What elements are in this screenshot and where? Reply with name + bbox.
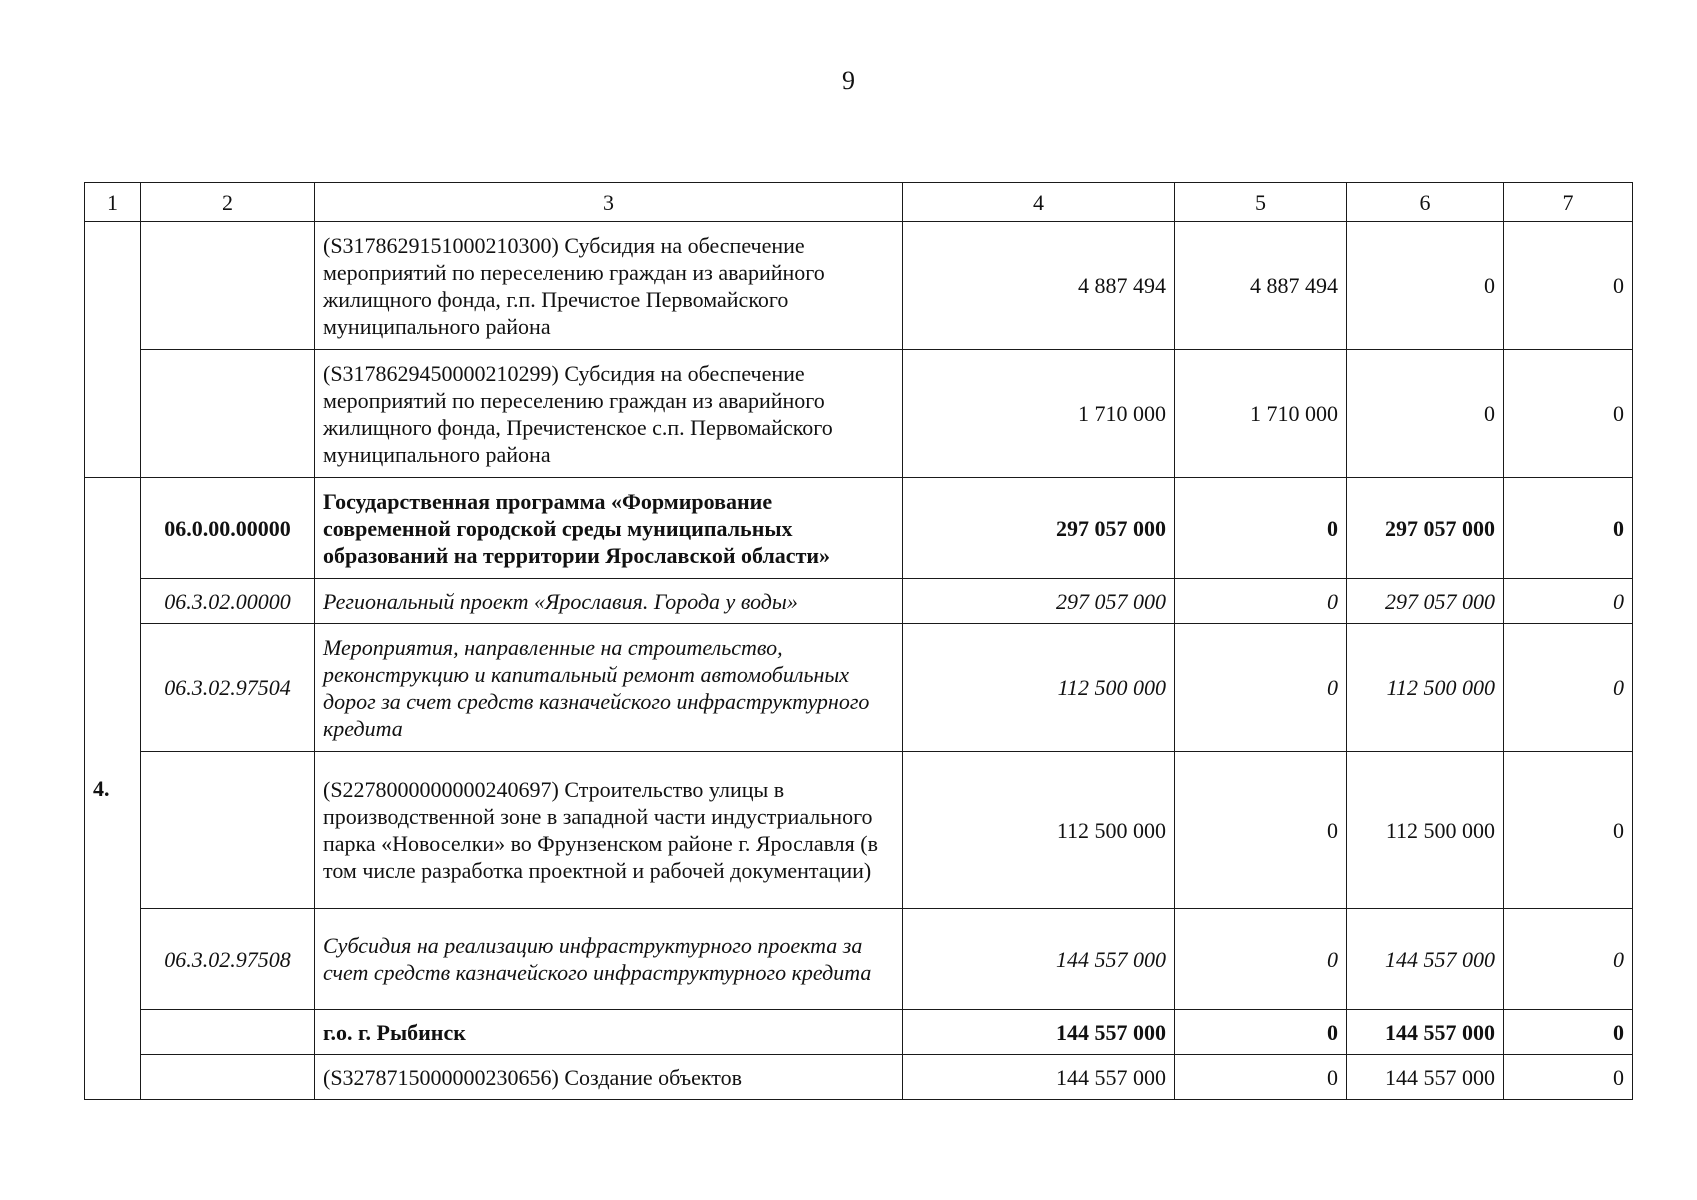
index-cell: 4. xyxy=(85,478,141,1100)
table-row xyxy=(85,1055,1633,1100)
value-cell: 0 xyxy=(1504,1055,1633,1100)
value-cell: 1 710 000 xyxy=(1175,350,1347,478)
value-cell: 0 xyxy=(1175,1010,1347,1055)
value-cell: 0 xyxy=(1175,752,1347,909)
table-row xyxy=(85,222,1633,350)
value-cell: 144 557 000 xyxy=(903,1010,1175,1055)
description-cell: Государственная программа «Формирование современной городской среды муниципальных образований на территории Ярославской области» xyxy=(315,478,903,579)
description-cell: (S3178629450000210299) Субсидия на обеспечение мероприятий по переселению граждан из аварийного жилищного фонда, Пречистенское с.п. Первомайского муниципального района xyxy=(315,350,903,478)
value-cell: 0 xyxy=(1347,350,1504,478)
value-cell: 0 xyxy=(1504,624,1633,752)
value-cell: 0 xyxy=(1504,579,1633,624)
code-cell xyxy=(141,752,315,909)
value-cell: 0 xyxy=(1504,222,1633,350)
table-header-row xyxy=(85,183,1633,222)
value-cell: 4 887 494 xyxy=(903,222,1175,350)
value-cell: 144 557 000 xyxy=(1347,1055,1504,1100)
value-cell: 0 xyxy=(1175,579,1347,624)
code-cell: 06.3.02.97504 xyxy=(141,624,315,752)
value-cell: 0 xyxy=(1347,222,1504,350)
description-cell: Субсидия на реализацию инфраструктурного проекта за счет средств казначейского инфраструктурного кредита xyxy=(315,909,903,1010)
value-cell: 297 057 000 xyxy=(903,478,1175,579)
page-number: 9 xyxy=(842,66,855,95)
column-header: 1 xyxy=(85,183,141,222)
value-cell: 0 xyxy=(1504,909,1633,1010)
value-cell: 144 557 000 xyxy=(903,909,1175,1010)
description-cell: Региональный проект «Ярославия. Города у воды» xyxy=(315,579,903,624)
description-cell: (S3178629151000210300) Субсидия на обеспечение мероприятий по переселению граждан из аварийного жилищного фонда, г.п. Пречистое Первомайского муниципального района xyxy=(315,222,903,350)
description-cell: (S2278000000000240697) Строительство улицы в производственной зоне в западной части индустриального парка «Новоселки» во Фрунзенском районе г. Ярославля (в том числе разработка проектной и рабочей документации) xyxy=(315,752,903,909)
value-cell: 297 057 000 xyxy=(1347,579,1504,624)
column-header: 4 xyxy=(903,183,1175,222)
table-row xyxy=(85,478,1633,579)
code-cell: 06.3.02.97508 xyxy=(141,909,315,1010)
column-header: 2 xyxy=(141,183,315,222)
value-cell: 0 xyxy=(1175,909,1347,1010)
code-cell: 06.0.00.00000 xyxy=(141,478,315,579)
code-cell xyxy=(141,350,315,478)
table-row xyxy=(85,579,1633,624)
description-cell: г.о. г. Рыбинск xyxy=(315,1010,903,1055)
value-cell: 112 500 000 xyxy=(903,752,1175,909)
value-cell: 0 xyxy=(1504,478,1633,579)
value-cell: 297 057 000 xyxy=(1347,478,1504,579)
budget-table xyxy=(84,182,1633,1100)
column-header: 3 xyxy=(315,183,903,222)
value-cell: 0 xyxy=(1504,350,1633,478)
description-cell: (S3278715000000230656) Создание объектов xyxy=(315,1055,903,1100)
code-cell xyxy=(141,222,315,350)
index-cell xyxy=(85,222,141,478)
column-header: 5 xyxy=(1175,183,1347,222)
value-cell: 144 557 000 xyxy=(1347,909,1504,1010)
value-cell: 144 557 000 xyxy=(1347,1010,1504,1055)
table-row xyxy=(85,624,1633,752)
value-cell: 297 057 000 xyxy=(903,579,1175,624)
column-header: 6 xyxy=(1347,183,1504,222)
value-cell: 4 887 494 xyxy=(1175,222,1347,350)
value-cell: 112 500 000 xyxy=(1347,752,1504,909)
table-row xyxy=(85,1010,1633,1055)
value-cell: 1 710 000 xyxy=(903,350,1175,478)
value-cell: 112 500 000 xyxy=(903,624,1175,752)
table-row xyxy=(85,350,1633,478)
value-cell: 0 xyxy=(1175,478,1347,579)
value-cell: 0 xyxy=(1504,1010,1633,1055)
code-cell xyxy=(141,1055,315,1100)
table-row xyxy=(85,752,1633,909)
value-cell: 144 557 000 xyxy=(903,1055,1175,1100)
value-cell: 112 500 000 xyxy=(1347,624,1504,752)
code-cell xyxy=(141,1010,315,1055)
value-cell: 0 xyxy=(1175,1055,1347,1100)
description-cell: Мероприятия, направленные на строительство, реконструкцию и капитальный ремонт автомобильных дорог за счет средств казначейского инфраструктурного кредита xyxy=(315,624,903,752)
table-row xyxy=(85,909,1633,1010)
value-cell: 0 xyxy=(1504,752,1633,909)
column-header: 7 xyxy=(1504,183,1633,222)
value-cell: 0 xyxy=(1175,624,1347,752)
code-cell: 06.3.02.00000 xyxy=(141,579,315,624)
